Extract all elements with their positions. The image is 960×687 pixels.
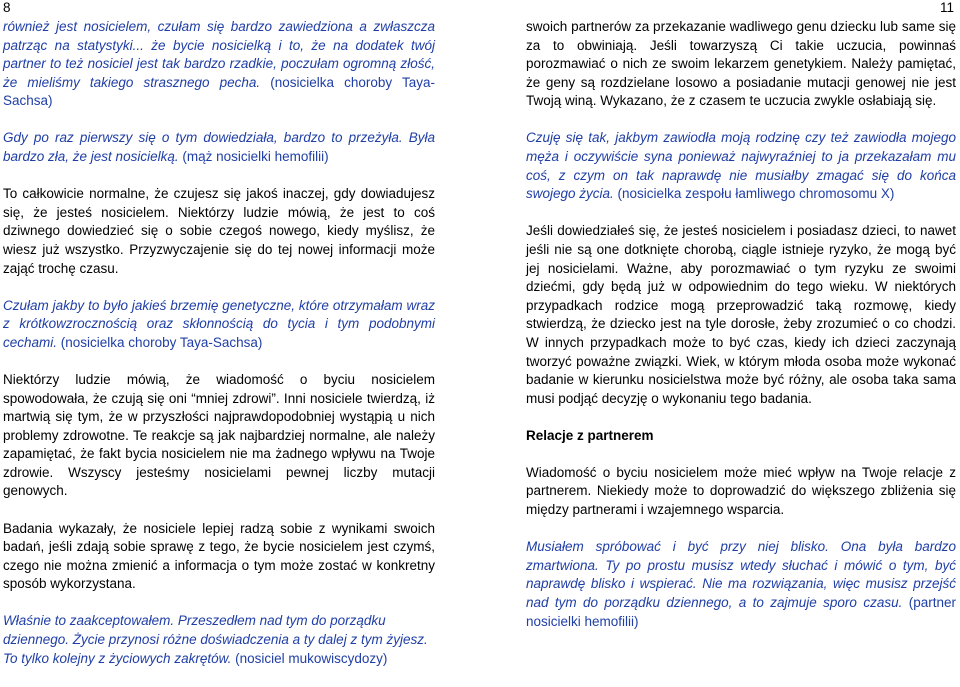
quote-paragraph: Czuję się tak, jakbym zawiodła moją rodzinę czy też zawiodła mojego męża i oczywiście syna ponieważ najwyraźniej to ja przekazałam mu coś, z czym on tak naprawdę nie musiałby zmagać się do końca swojego życia. (nosicielka zespołu łamliwego chromosomu X) <box>526 130 956 202</box>
body-paragraph: Wiadomość o byciu nosicielem może mieć wpływ na Twoje relacje z partnerem. Niekiedy może to doprowadzić do większego zbliżenia się między partnerami i wzajemnego wsparcia. <box>526 464 956 518</box>
body-paragraph: Jeśli dowiedziałeś się, że jesteś nosicielem i posiadasz dzieci, to nawet jeśli nie są one dotknięte chorobą, ciągle istnieje ryzyko, że mogą być jej nosicielami. Ważne, aby porozmawiać o tym ryzyku ze swoimi dziećmi, gdy będą już w odpowiednim do tego wieku. W niektórych przypadkach rodzice mogą przeprowadzić taką rozmowę, kiedy stwierdzą, że dziecko jest na tyle dorosłe, żeby zrozumieć o co chodzi. W innych przypadkach może to być czas, kiedy ich dzieci zaczynają tworzyć poważne związki. Wiek, w którym młoda osoba może wykonać badanie w kierunku nosicielstwa może być różny, ale osoba taka sama musi podjąć decyzję o wykonaniu tego badania. <box>526 223 956 406</box>
quote-paragraph: Musiałem spróbować i być przy niej blisko. Ona była bardzo zmartwiona. Ty po prostu musisz wtedy słuchać i mówić o tym, być naprawdę blisko i wspierać. Nie ma rozwiązania, więc musisz przejść nad tym do porządku dziennego, a to zajmuje sporo czasu. (partner nosicielki hemofilii) <box>526 539 956 629</box>
quote-attribution: (nosicielka choroby Taya-Sachsa) <box>3 74 435 109</box>
quote-paragraph: Właśnie to zaakceptowałem. Przeszedłem nad tym do porządku dziennego. Życie przynosi różne doświadczenia a ty dalej z tym żyjesz. To tylko kolejny z życiowych zakrętów. (nosiciel mukowiscydozy) <box>3 613 428 666</box>
section-heading: Relacje z partnerem <box>526 427 654 443</box>
body-paragraph: To całkowicie normalne, że czujesz się jakoś inaczej, gdy dowiadujesz się, że jesteś nosicielem. Niektórzy ludzie mówią, że jest to coś dziwnego dowiedzieć się o sobie czegoś nowego, kiedy myślisz, że wiesz już wszystko. Przyzwyczajenie się do tej nowej informacji może zająć trochę czasu. <box>3 186 435 276</box>
body-paragraph: Niektórzy ludzie mówią, że wiadomość o byciu nosicielem spowodowała, że czują się oni “mniej zdrowi”. Inni nosiciele twierdzą, iż martwią się tym, że w przyszłości najprawdopodobniej wystąpią u nich problemy zdrowotne. Te reakcje są jak najbardziej normalne, ale należy zapamiętać, że fakt bycia nosicielem nie ma żadnego wpływu na Twoje zdrowie. Wszyscy jesteśmy nosicielami pewnej liczby mutacji genowych. <box>3 371 435 499</box>
left-page <box>0 0 440 666</box>
quote-attribution: (partner nosicielki hemofilii) <box>526 594 956 629</box>
quote-paragraph: również jest nosicielem, czułam się bardzo zawiedziona a zwłaszcza patrząc na statystyki... że bycie nosicielką i to, że na dodatek twój partner to też nosiciel jest tak bardzo rzadkie, poczułam ogromną złość, że mieliśmy takiego strasznego pecha. (nosicielka choroby Taya-Sachsa) <box>3 19 435 109</box>
right-page <box>506 0 960 660</box>
body-paragraph: swoich partnerów za przekazanie wadliwego genu dziecku lub same się za to obwiniają. Jeśli towarzyszą Ci takie uczucia, powinnaś porozmawiać o nich ze swoim lekarzem genetykiem. Należy pamiętać, że geny są rozdzielane losowo a posiadanie mutacji genowej nie jest Twoją winą. Wykazano, że z czasem te uczucia zwykle osłabiają się. <box>526 19 956 109</box>
quote-attribution: (nosiciel mukowiscydozy) <box>231 650 388 666</box>
quote-paragraph: Gdy po raz pierwszy się o tym dowiedziała, bardzo to przeżyła. Była bardzo zła, że jest nosicielką. (mąż nosicielki hemofilii) <box>3 130 435 165</box>
quote-paragraph: Czułam jakby to było jakieś brzemię genetyczne, które otrzymałam wraz z krótkowzrocznością oraz skłonnością do tycia i tym podobnymi cechami. (nosicielka choroby Taya-Sachsa) <box>3 297 435 350</box>
quote-attribution: (mąż nosicielki hemofilii) <box>178 149 329 165</box>
body-paragraph: Badania wykazały, że nosiciele lepiej radzą sobie z wynikami swoich badań, jeśli zdają sobie sprawę z tego, że bycie nosicielem jest czymś, czego nie można zmienić a informacja o tym może zostać w konkretny sposób wykorzystana. <box>3 520 435 592</box>
quote-attribution: (nosicielka choroby Taya-Sachsa) <box>57 334 263 350</box>
quote-attribution: (nosicielka zespołu łamliwego chromosomu X) <box>613 186 895 202</box>
page-number-right: 11 <box>939 0 954 15</box>
left-column <box>3 18 435 687</box>
page-number-left: 8 <box>3 0 11 15</box>
right-column <box>526 18 956 650</box>
